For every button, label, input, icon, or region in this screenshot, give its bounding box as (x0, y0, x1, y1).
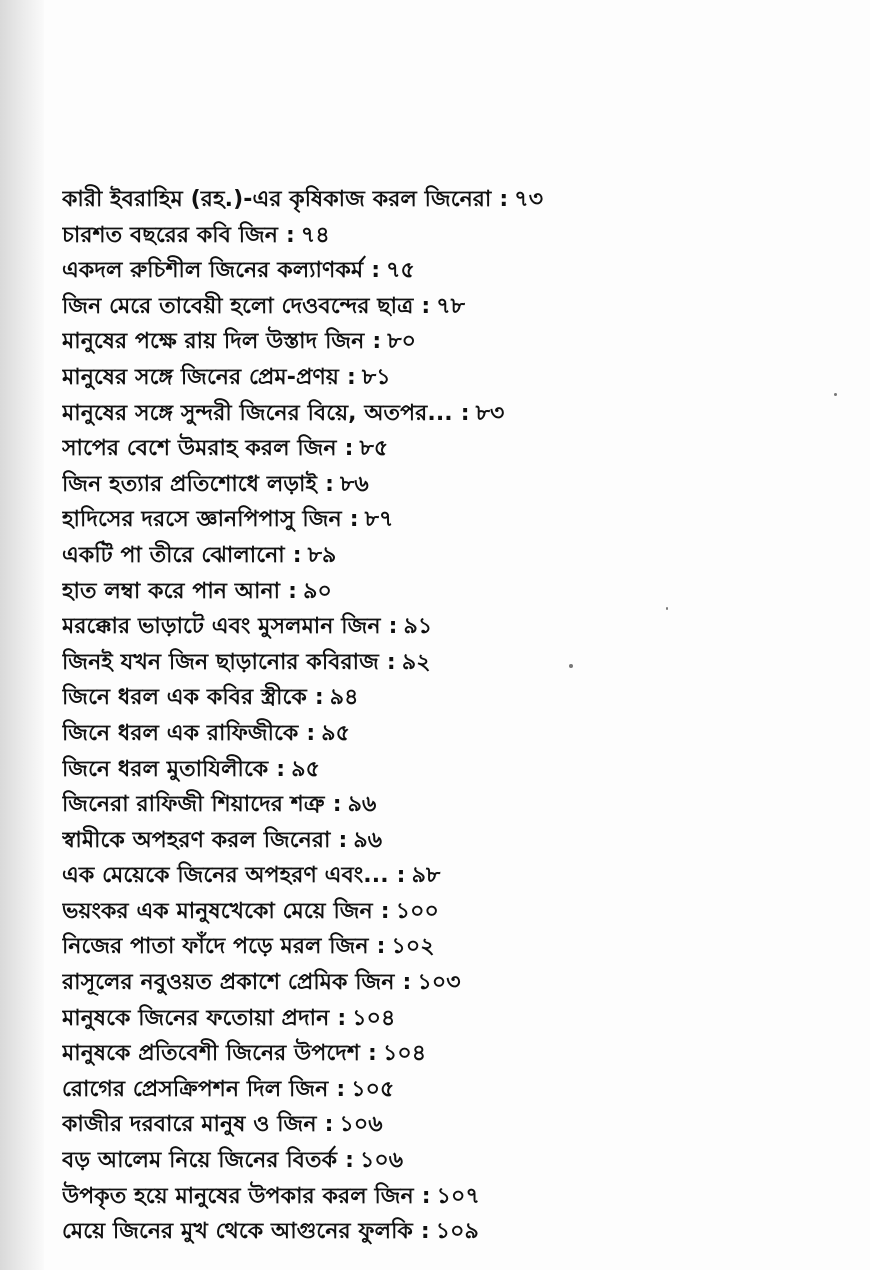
toc-page-number: ৯৫ (291, 756, 320, 782)
toc-page-number: ১০২ (391, 934, 435, 960)
toc-page-number: ৮৬ (339, 471, 369, 497)
toc-separator: : (396, 863, 406, 889)
toc-entry (62, 289, 842, 325)
page-binding-edge (0, 0, 44, 1270)
toc-entry-title: হাদিসের দরসে জ্ঞানপিপাসু জিন (62, 507, 342, 533)
toc-separator: : (420, 1219, 430, 1245)
toc-entry-title: মানুষের সঙ্গে জিনের প্রেম-প্রণয় (62, 364, 339, 390)
toc-entry-title: স্বামীকে অপহরণ করল জিনেরা (62, 827, 331, 853)
toc-page-number: ৯৬ (347, 792, 377, 818)
toc-page-number: ১০৬ (360, 1148, 404, 1174)
toc-page-number: ৭৫ (386, 258, 415, 284)
toc-entry-title: জিনই যখন জিন ছাড়ানোর কবিরাজ (62, 649, 379, 675)
toc-entry (62, 1143, 842, 1179)
toc-entry (62, 538, 842, 574)
toc-entry (62, 787, 842, 823)
toc-page-number: ১০০ (395, 898, 439, 924)
toc-entry-title: মানুষকে প্রতিবেশী জিনের উপদেশ (62, 1041, 361, 1067)
toc-separator: : (325, 471, 334, 497)
toc-page-number: ১০৫ (351, 1076, 395, 1102)
toc-entry-title: রোগের প্রেসক্রিপশন দিল জিন (62, 1076, 329, 1102)
toc-entry-title: বড় আলেম নিয়ে জিনের বিতর্ক (62, 1148, 338, 1174)
toc-separator: : (386, 649, 396, 675)
toc-separator: : (372, 329, 382, 355)
toc-separator: : (371, 258, 381, 284)
toc-separator: : (292, 542, 302, 568)
toc-entry-title: একটি পা তীরে ঝোলানো (62, 542, 285, 568)
toc-page-number: ৯২ (401, 649, 431, 675)
toc-separator: : (288, 578, 298, 604)
toc-entry (62, 680, 842, 716)
paper-speck (569, 664, 573, 668)
toc-page-number: ৯১ (403, 614, 433, 640)
toc-entry-title: সাপের বেশে উমরাহ করল জিন (62, 436, 337, 462)
toc-entry-title: জিন মেরে তাবেয়ী হলো দেওবন্দের ছাত্র (62, 293, 414, 319)
toc-entry (62, 360, 842, 396)
toc-page-number: ১০৩ (417, 970, 461, 996)
toc-separator: : (306, 720, 316, 746)
toc-separator: : (345, 1148, 355, 1174)
toc-entry (62, 1107, 842, 1143)
toc-page-number: ১০৪ (352, 1005, 396, 1031)
toc-entry-title: মানুষের সঙ্গে সুন্দরী জিনের বিয়ে, অতপর... (62, 400, 453, 426)
toc-separator: : (332, 792, 342, 818)
toc-entry (62, 396, 842, 432)
toc-entry-title: চারশত বছরের কবি জিন (62, 222, 279, 248)
toc-entry (62, 1214, 842, 1250)
toc-page-number: ৮৫ (359, 436, 389, 462)
toc-entry (62, 182, 842, 218)
toc-separator: : (324, 1112, 334, 1138)
toc-entry-title: জিনে ধরল মুতাযিলীকে (62, 756, 269, 782)
toc-entry (62, 431, 842, 467)
toc-entry (62, 218, 842, 254)
toc-entry (62, 1036, 842, 1072)
toc-page-number: ৯৮ (411, 863, 441, 889)
table-of-contents (62, 182, 842, 1250)
toc-separator: : (421, 293, 431, 319)
toc-separator: : (376, 934, 386, 960)
toc-entry (62, 858, 842, 894)
toc-page-number: ৮১ (361, 364, 391, 390)
toc-entry-title: একদল রুচিশীল জিনের কল্যাণকর্ম (62, 258, 364, 284)
toc-entry (62, 253, 842, 289)
toc-separator: : (338, 827, 348, 853)
toc-page-number: ৭৮ (436, 293, 466, 319)
toc-entry-title: মানুষের পক্ষে রায় দিল উস্তাদ জিন (62, 329, 365, 355)
toc-entry (62, 752, 842, 788)
toc-page-number: ৯৬ (353, 827, 383, 853)
toc-entry-title: হাত লম্বা করে পান আনা (62, 578, 281, 604)
toc-entry-title: নিজের পাতা ফাঁদে পড়ে মরল জিন (62, 934, 369, 960)
toc-page-number: ১০৭ (436, 1183, 480, 1209)
toc-separator: : (368, 1041, 377, 1067)
toc-page-number: ১০৪ (382, 1041, 427, 1067)
toc-separator: : (499, 187, 509, 212)
toc-separator: : (346, 364, 356, 390)
toc-page-number: ৮৭ (364, 507, 394, 533)
toc-entry (62, 965, 842, 1001)
toc-separator: : (276, 756, 286, 782)
toc-page-number: ৯৪ (329, 685, 359, 711)
toc-entry (62, 1072, 842, 1108)
toc-separator: : (336, 1076, 346, 1102)
paper-speck (666, 607, 668, 610)
toc-page-number: ৮৯ (307, 542, 337, 568)
toc-separator: : (460, 400, 470, 426)
toc-page-number: ৭৪ (300, 222, 330, 248)
toc-entry (62, 929, 842, 965)
toc-entry-title: ভয়ংকর এক মানুষখেকো মেয়ে জিন (62, 898, 373, 924)
toc-entry-title: এক মেয়েকে জিনের অপহরণ এবং... (62, 863, 389, 889)
toc-separator: : (421, 1183, 431, 1209)
toc-separator: : (349, 507, 359, 533)
toc-separator: : (314, 685, 324, 711)
toc-entry (62, 823, 842, 859)
toc-entry-title: জিনে ধরল এক কবির স্ত্রীকে (62, 685, 307, 711)
toc-entry-title: মরক্কোর ভাড়াটে এবং মুসলমান জিন (62, 614, 381, 640)
toc-entry (62, 894, 842, 930)
toc-entry-title: জিন হত্যার প্রতিশোধে লড়াই (62, 471, 318, 497)
toc-separator: : (286, 222, 295, 248)
toc-entry (62, 1179, 842, 1215)
toc-entry (62, 467, 842, 503)
toc-entry (62, 502, 842, 538)
toc-entry-title: জিনে ধরল এক রাফিজীকে (62, 720, 299, 746)
toc-entry (62, 324, 842, 360)
toc-entry (62, 1001, 842, 1037)
paper-speck (834, 393, 837, 396)
toc-page-number: ৭৩ (514, 187, 544, 212)
toc-separator: : (402, 970, 412, 996)
toc-page-number: ১০৯ (435, 1219, 479, 1245)
toc-entry (62, 609, 842, 645)
toc-page-number: ৮০ (387, 329, 417, 355)
toc-separator: : (344, 436, 354, 462)
toc-entry-title: জিনেরা রাফিজী শিয়াদের শত্রু (62, 792, 325, 818)
toc-page-number: ৯৫ (321, 720, 351, 746)
toc-page-number: ১০৬ (339, 1112, 383, 1138)
toc-entry-title: রাসূলের নবুওয়ত প্রকাশে প্রেমিক জিন (62, 970, 395, 996)
toc-entry (62, 645, 842, 681)
toc-entry-title: কারী ইবরাহিম (রহ.)-এর কৃষিকাজ করল জিনেরা (62, 187, 492, 212)
toc-separator: : (337, 1005, 347, 1031)
toc-entry-title: কাজীর দরবারে মানুষ ও জিন (62, 1112, 317, 1138)
toc-entry (62, 716, 842, 752)
toc-entry (62, 574, 842, 610)
toc-entry-title: উপকৃত হয়ে মানুষের উপকার করল জিন (62, 1183, 414, 1209)
toc-separator: : (388, 614, 398, 640)
toc-page-number: ৯০ (303, 578, 332, 604)
toc-separator: : (380, 898, 390, 924)
toc-entry-title: মেয়ে জিনের মুখ থেকে আগুনের ফুলকি (62, 1219, 413, 1245)
toc-page-number: ৮৩ (475, 400, 505, 426)
toc-entry-title: মানুষকে জিনের ফতোয়া প্রদান (62, 1005, 330, 1031)
